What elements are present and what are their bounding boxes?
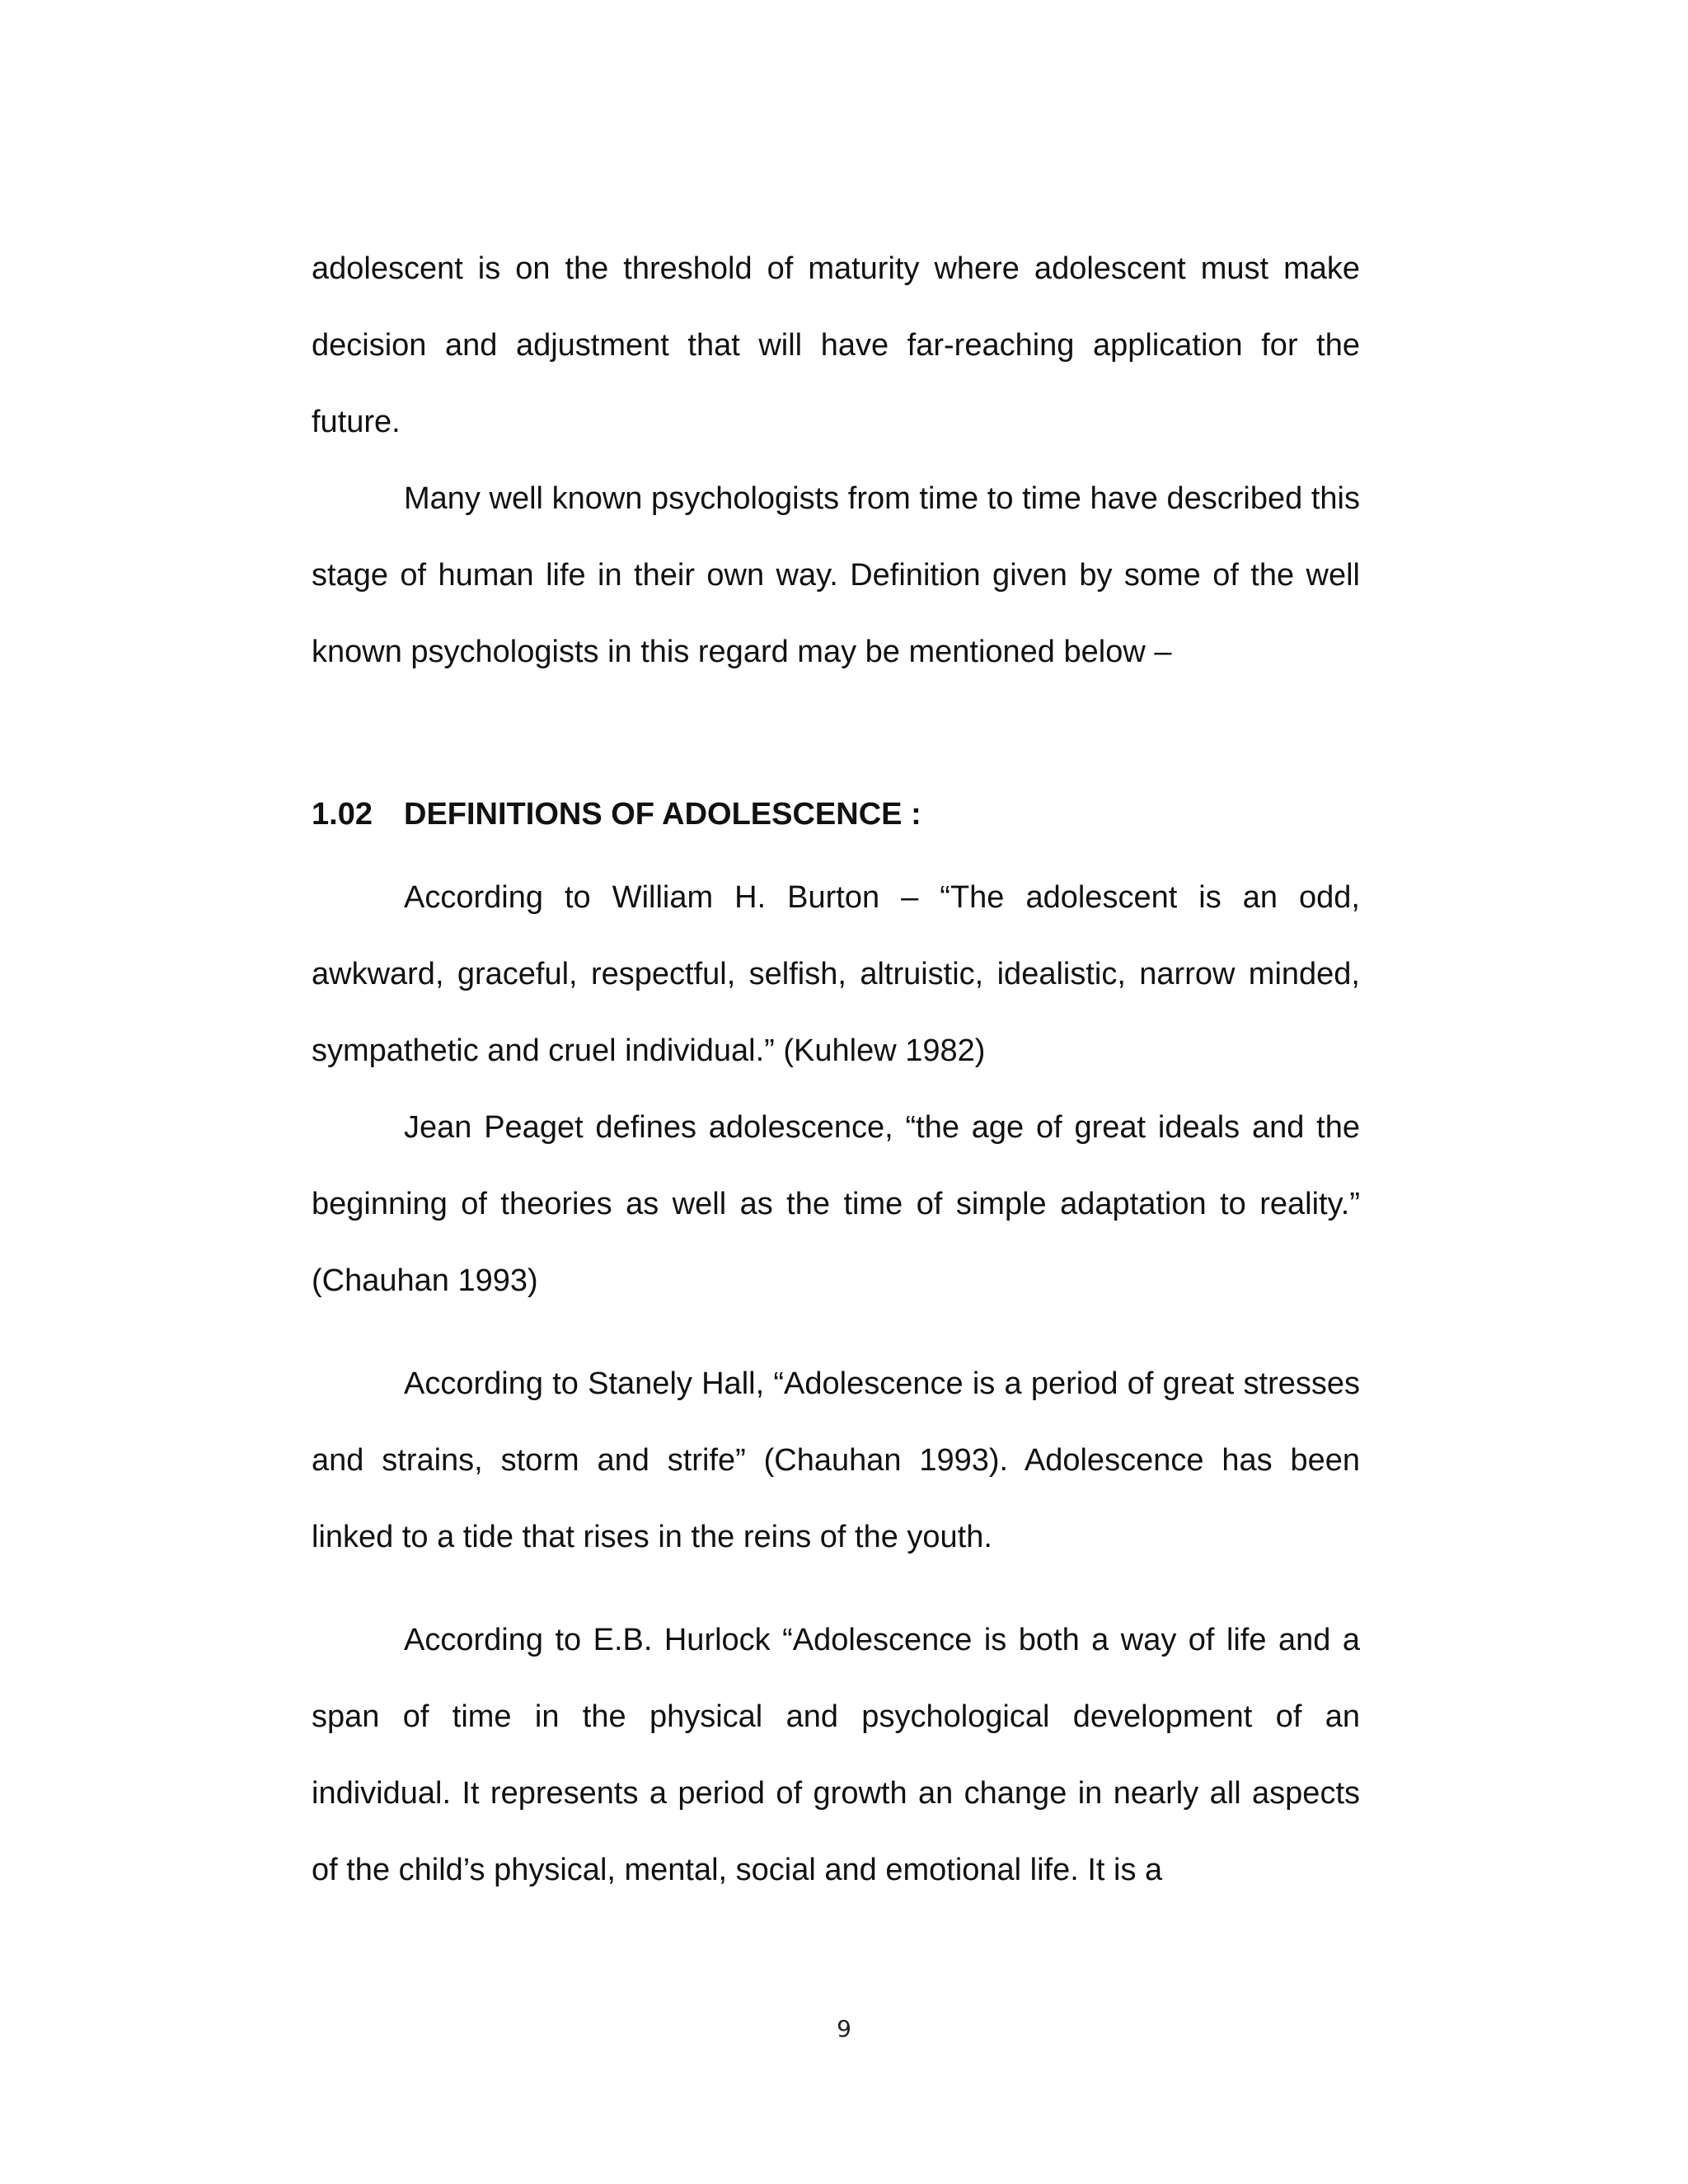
paragraph-hall: According to Stanely Hall, “Adolescence is a period of great stresses and strains, storm and strife” (Chauhan 1993). Adolescence has been linked to a tide that rises in the reins of the youth. bbox=[312, 1366, 1360, 1554]
page-number: 9 bbox=[837, 2015, 851, 2042]
page-body bbox=[312, 231, 1360, 1909]
paragraph-psychologists-intro: Many well known psychologists from time to time have described this stage of human life in their own way. Definition given by some of the well known psychologists in this regard may be mentioned below – bbox=[312, 481, 1360, 669]
section-title: DEFINITIONS OF ADOLESCENCE : bbox=[404, 797, 921, 832]
spacer bbox=[312, 853, 1360, 860]
paragraph-peaget: Jean Peaget defines adolescence, “the age of great ideals and the beginning of theories as well as the time of simple adaptation to reality.” (Chauhan 1993) bbox=[312, 1110, 1360, 1298]
paragraph-burton: According to William H. Burton – “The adolescent is an odd, awkward, graceful, respectful, selfish, altruistic, idealistic, narrow minded, sympathetic and cruel individual.” (Kuhlew 1982) bbox=[312, 880, 1360, 1068]
spacer bbox=[312, 1319, 1360, 1346]
paragraph-hurlock: According to E.B. Hurlock “Adolescence is both a way of life and a span of time in the physical and psychological development of an individual. It represents a period of growth an change in nearly all aspects of the child’s physical, mental, social and emotional life. It is a bbox=[312, 1623, 1360, 1887]
section-number: 1.02 bbox=[312, 797, 373, 832]
section-heading bbox=[312, 776, 1360, 853]
paragraph-continuation: adolescent is on the threshold of maturity where adolescent must make decision and adjustment that will have far-reaching application for the future. bbox=[312, 251, 1360, 439]
spacer bbox=[312, 1576, 1360, 1602]
spacer bbox=[312, 691, 1360, 776]
